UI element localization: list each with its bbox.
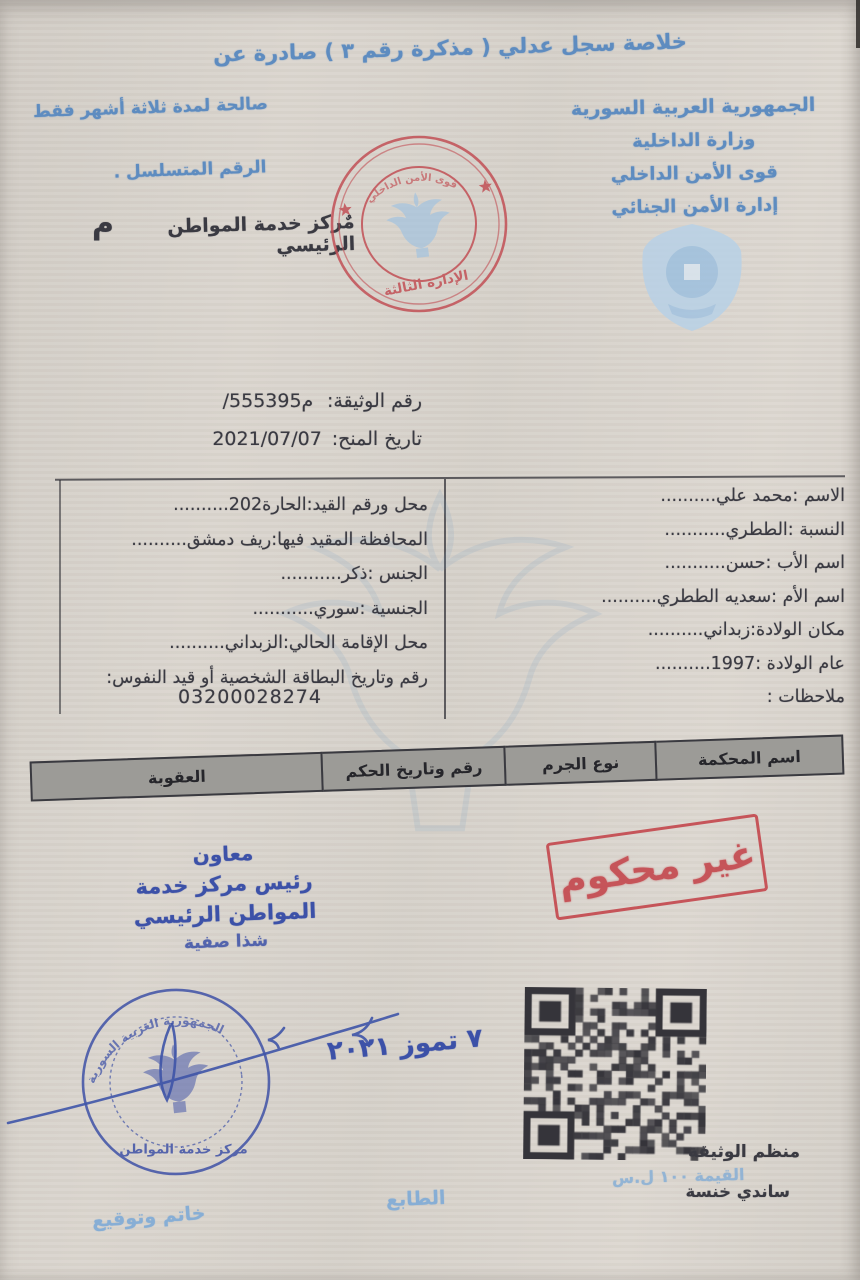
- doc-number-value: /555395م: [222, 390, 314, 412]
- eagle-emblem-icon: [383, 188, 454, 261]
- approver-rank: معاون: [192, 840, 254, 868]
- organizer-label: منظم الوثيقة: [687, 1142, 800, 1162]
- qr-code: [523, 987, 707, 1165]
- field-nationality: الجنسية :سوري...........: [252, 598, 428, 619]
- date-stamp: ٧ تموز ٢٠٢١: [326, 1023, 484, 1067]
- field-name: الاسم :محمد علي..........: [660, 486, 845, 506]
- person-fields-right: [553, 480, 845, 715]
- seal-signature-label: خاتم وتوقيع: [91, 1202, 207, 1232]
- field-gender: الجنس :ذكر...........: [280, 564, 428, 584]
- forces-line: قوى الأمن الداخلي: [610, 161, 778, 186]
- col-verdict-number-date: رقم وتاريخ الحكم: [321, 746, 507, 792]
- issue-date-label: تاريخ المنح:: [331, 428, 422, 450]
- tax-stamp-label: الطابع: [385, 1186, 446, 1212]
- red-stamp-arc-top: قوى الأمن الداخلي: [364, 172, 459, 206]
- blue-stamp-arc-bottom: مركز خدمة المواطن: [119, 1142, 248, 1158]
- page-title: خلاصة سجل عدلي ( مذكرة رقم ٣ ) صادرة عن: [212, 29, 688, 67]
- blue-round-stamp: [48, 970, 303, 1193]
- field-mother-name: اسم الأم :سعديه الططري..........: [601, 586, 845, 607]
- field-id-number: 03200028274: [178, 686, 322, 708]
- col-penalty: العقوبة: [30, 752, 325, 802]
- info-box-left-rule: [59, 480, 61, 714]
- fee-note: القيمة ١٠٠ ل.س: [611, 1164, 745, 1188]
- approver-title-1: رئيس مركز خدمة: [135, 868, 313, 900]
- letterhead-right: [543, 87, 845, 225]
- field-surname: النسبة :الططري...........: [664, 519, 845, 540]
- approver-title-2: المواطن الرئيسي: [133, 898, 317, 930]
- field-governorate: المحافظة المقيد فيها:ريف دمشق..........: [131, 529, 428, 550]
- approver-name: شذا صفية: [183, 930, 269, 954]
- validity-note: صالحة لمدة ثلاثة أشهر فقط: [32, 93, 269, 123]
- issuer-center-line: مٌركز خدمة المواطن الرئيسي: [166, 210, 356, 257]
- serial-number-label: الرقم المتسلسل .: [113, 157, 267, 183]
- field-residence: محل الإقامة الحالي:الزبداني..........: [169, 633, 428, 653]
- field-father-name: اسم الأب :حسن...........: [664, 553, 845, 573]
- col-court-name: اسم المحكمة: [654, 735, 844, 781]
- scan-edge-artifact: [856, 0, 860, 48]
- doc-number-label: رقم الوثيقة:: [326, 390, 422, 412]
- red-stamp-arc-bottom: الإدارة الثالثة: [382, 267, 470, 300]
- blue-stamp-arc-top: الجمهورية العربية السورية: [83, 1013, 227, 1086]
- red-round-stamp: [312, 117, 526, 331]
- approver-stamp: [110, 836, 339, 960]
- directorate-line: إدارة الأمن الجنائي: [611, 194, 779, 219]
- field-notes: ملاحظات :: [766, 687, 845, 707]
- field-registry-place: محل ورقم القيد:الحارة202..........: [173, 495, 428, 515]
- field-birth-place: مكان الولادة:زبداني..........: [647, 620, 845, 640]
- not-convicted-stamp: غير محكوم: [546, 813, 769, 920]
- shield-emblem-icon: [638, 220, 746, 334]
- doc-number-line: [223, 390, 422, 412]
- col-crime-type: نوع الجرم: [504, 741, 658, 786]
- field-birth-year: عام الولادة :1997..........: [655, 653, 845, 674]
- issue-date-line: [212, 428, 422, 450]
- ministry-line: وزارة الداخلية: [632, 128, 756, 153]
- issue-date-value: 2021/07/07: [212, 428, 322, 450]
- field-id-label: رقم وتاريخ البطاقة الشخصية أو قيد النفوس:: [106, 667, 428, 688]
- issuer-initial: م: [92, 206, 114, 241]
- eagle-emblem-icon: [140, 1041, 212, 1116]
- person-fields-left: [68, 488, 428, 695]
- country-line: الجمهورية العربية السورية: [570, 93, 816, 121]
- organizer-name: ساندي خنسة: [685, 1182, 790, 1201]
